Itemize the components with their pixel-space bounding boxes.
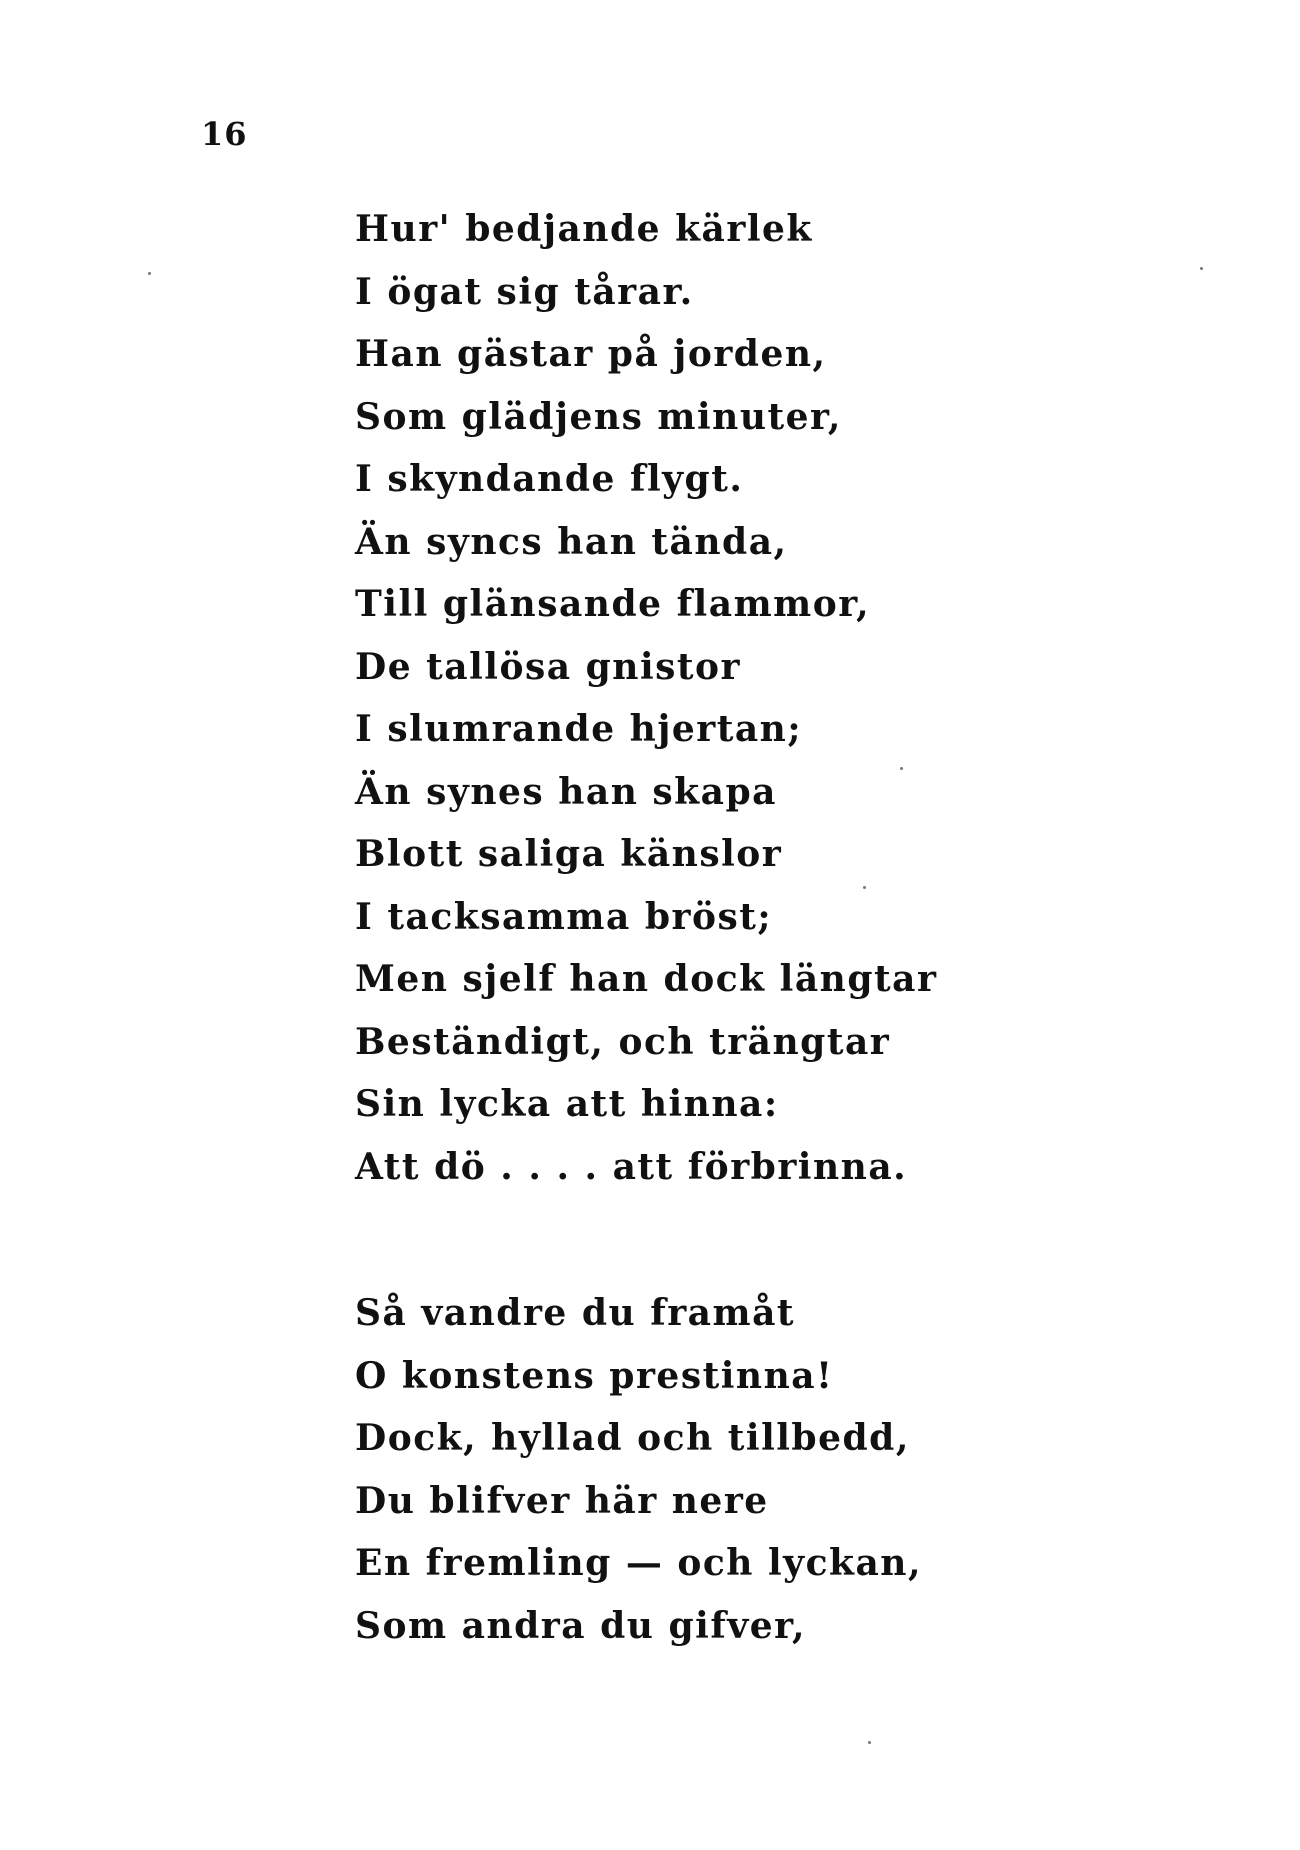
poem-line: En fremling — och lyckan, — [355, 1542, 922, 1584]
poem-line: Han gästar på jorden, — [355, 333, 827, 375]
poem-line: I slumrande hjertan; — [355, 708, 803, 750]
poem-line: Men sjelf han dock längtar — [355, 958, 938, 1000]
poem-line: Som andra du gifver, — [355, 1604, 807, 1647]
stanza-1 — [355, 198, 937, 1198]
page-number: 16 — [201, 115, 248, 153]
poem-line: I tacksamma bröst; — [355, 895, 773, 938]
poem-line: Än synes han skapa — [355, 770, 777, 813]
paper-speck — [148, 272, 151, 275]
poem-line: I skyndande flygt. — [355, 458, 744, 500]
poem-line: Beständigt, och trängtar — [355, 1020, 891, 1063]
poem-line: I ögat sig tårar. — [355, 270, 694, 313]
paper-speck — [863, 886, 866, 889]
poem-line: Du blifver här nere — [355, 1479, 769, 1522]
poem-line: Än syncs han tända, — [355, 520, 788, 563]
poem-line: Som glädjens minuter, — [355, 395, 842, 438]
poem-line: Till glänsande flammor, — [355, 583, 871, 625]
poem-line: O konstens prestinna! — [355, 1354, 834, 1397]
poem-line: De tallösa gnistor — [355, 645, 741, 688]
poem-line: Dock, hyllad och tillbedd, — [355, 1417, 910, 1459]
poem-line: Blott saliga känslor — [355, 833, 783, 875]
poem-line: Att dö . . . . att förbrinna. — [355, 1145, 908, 1188]
paper-speck — [1200, 267, 1203, 270]
paper-speck — [900, 767, 903, 770]
poem-line: Så vandre du framåt — [355, 1292, 796, 1334]
paper-speck — [868, 1741, 871, 1744]
poem-line: Hur' bedjande kärlek — [355, 208, 813, 250]
poem-line: Sin lycka att hinna: — [355, 1083, 779, 1125]
stanza-2 — [355, 1282, 922, 1657]
